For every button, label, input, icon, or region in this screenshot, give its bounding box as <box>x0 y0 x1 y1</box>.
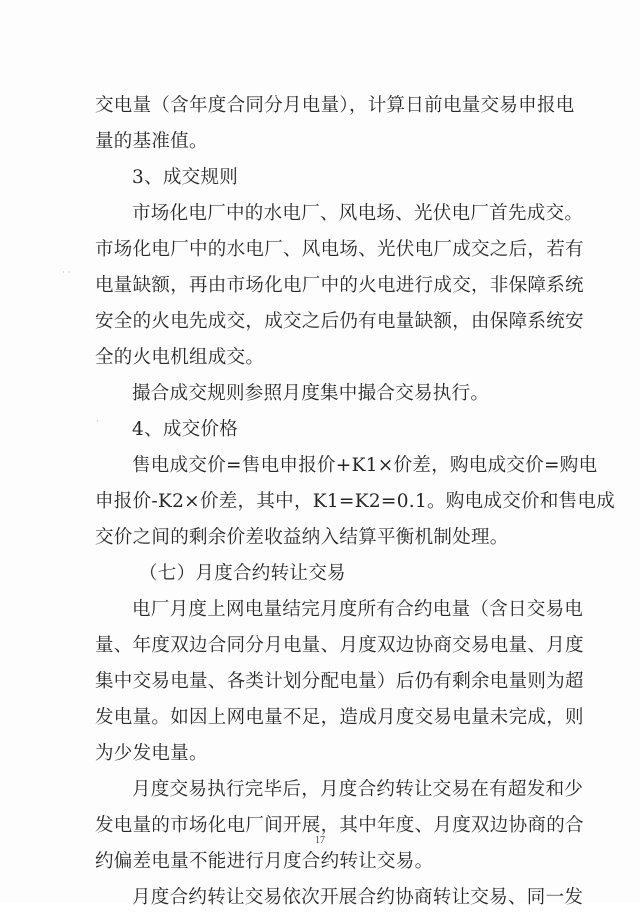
section-heading-text: 3、成交规则 <box>132 167 239 188</box>
paragraph-text: 量、年度双边合同分月电量、月度双边协商交易电量、月度 <box>95 635 584 656</box>
paragraph-text: 月度交易执行完毕后，月度合约转让交易在有超发和少 <box>132 779 584 800</box>
paragraph-text: 集中交易电量、各类计划分配电量）后仍有剩余电量则为超 <box>95 671 584 692</box>
paragraph-text: 申报价-K2×价差，其中，K1=K2=0.1。购电成交价和售电成 <box>95 491 616 512</box>
paragraph-text: 售电成交价=售电申报价+K1×价差，购电成交价=购电 <box>132 455 598 476</box>
paragraph-text: 量的基准值。 <box>95 131 208 152</box>
text-line <box>95 844 557 880</box>
paragraph-text: 电厂月度上网电量结完月度所有合约电量（含日交易电 <box>132 599 584 620</box>
text-line <box>95 196 584 232</box>
paragraph-text: 为少发电量。 <box>95 743 208 764</box>
paragraph-text: 发电量。如因上网电量不足，造成月度交易电量未完成，则 <box>95 707 584 728</box>
page-number: 17 <box>315 835 325 846</box>
paragraph-text: 约偏差电量不能进行月度合约转让交易。 <box>95 851 434 872</box>
text-line <box>95 736 557 772</box>
paragraph-text: 市场化电厂中的水电厂、风电场、光伏电厂首先成交。 <box>132 203 584 224</box>
paragraph-text: 交价之间的剩余价差收益纳入结算平衡机制处理。 <box>95 527 509 548</box>
paragraph-text: 撮合成交规则参照月度集中撮合交易执行。 <box>132 383 490 404</box>
section-heading-text: （七）月度合约转让交易 <box>139 563 346 584</box>
text-line <box>95 520 557 556</box>
text-line <box>95 772 584 808</box>
section-heading <box>95 556 557 592</box>
text-line <box>95 124 557 160</box>
text-line <box>95 340 557 376</box>
document-body <box>95 88 616 916</box>
scan-artifact: · <box>96 417 99 427</box>
paragraph-text: 发电量的市场化电厂间开展，其中年度、月度双边协商的合 <box>95 815 584 836</box>
text-line <box>95 700 584 736</box>
paragraph-text: 全的火电机组成交。 <box>95 347 265 368</box>
text-line <box>95 304 584 340</box>
text-line <box>95 664 584 700</box>
text-line <box>95 484 616 520</box>
text-line <box>95 88 575 124</box>
text-line <box>95 592 584 628</box>
paragraph-text: 交电量（含年度合同分月电量），计算日前电量交易申报电 <box>95 95 575 116</box>
text-line <box>95 880 584 916</box>
paragraph-text: 市场化电厂中的水电厂、风电场、光伏电厂成交之后，若有 <box>95 239 584 260</box>
text-line <box>95 232 584 268</box>
paragraph-text: 安全的火电先成交，成交之后仍有电量缺额，由保障系统安 <box>95 311 584 332</box>
paragraph-text: 电量缺额，再由市场化电厂中的火电进行成交，非保障系统 <box>95 275 584 296</box>
section-heading <box>95 412 557 448</box>
text-line <box>95 376 557 412</box>
text-line <box>95 628 584 664</box>
section-heading <box>95 160 557 196</box>
paragraph-text: 月度合约转让交易依次开展合约协商转让交易、同一发 <box>132 887 584 908</box>
text-line <box>95 448 598 484</box>
section-heading-text: 4、成交价格 <box>132 419 239 440</box>
scan-artifact: · · <box>62 268 71 278</box>
text-line <box>95 268 584 304</box>
